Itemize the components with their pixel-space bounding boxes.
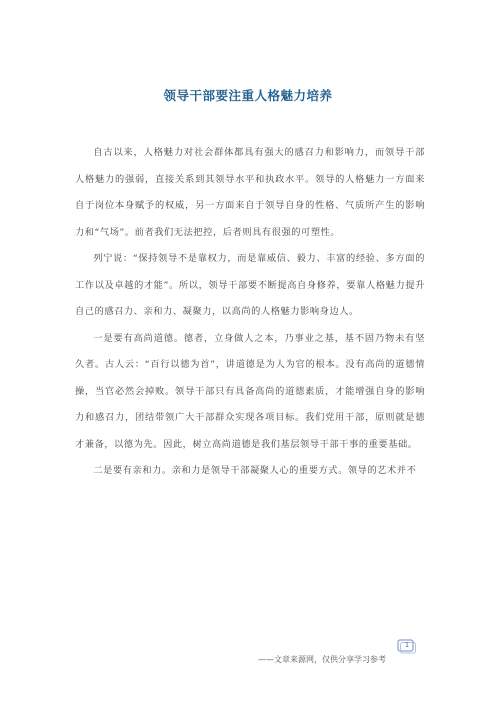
page-number: 1 bbox=[404, 641, 410, 649]
source-note: ——文章来源网，仅供分享学习参考 bbox=[258, 655, 386, 664]
document-title: 领导干部要注重人格魅力培养 bbox=[163, 88, 333, 103]
page-number-badge bbox=[397, 639, 417, 654]
paragraph: 列宁说：“保持领导不是靠权力，而是靠威信、毅力、丰富的经验、多方面的工作以及卓越的才能”。所以，领导干部要不断提高自身修养，要靠人格魅力提升自己的感召力、亲和力、凝聚力，以高尚的人格魅力影响身边人。 bbox=[75, 253, 425, 317]
document-body bbox=[75, 140, 425, 485]
paragraph: 自古以来，人格魅力对社会群体都具有强大的感召力和影响力，而领导干部人格魅力的强弱，直接关系到其领导水平和执政水平。领导的人格魅力一方面来自于岗位本身赋予的权威，另一方面来自于领导自身的性格、气质所产生的影响力和“气场”。前者我们无法把控，后者则具有很强的可塑性。 bbox=[75, 147, 425, 238]
paragraph: 一是要有高尚道德。德者，立身做人之本，乃事业之基，基不固乃物未有坚久者。古人云：“百行以德为首”，讲道德是为人为官的根本。没有高尚的道德情操，当官必然会掉败。领导干部只有具备高尚的道德素质，才能增强自身的影响力和感召力，团结带领广大干部群众实现各项目标。我们党用干部，原则就是德才兼备，以德为先。因此，树立高尚道德是我们基层领导干部干事的重要基础。 bbox=[75, 332, 425, 450]
paragraph: 二是要有亲和力。亲和力是领导干部凝聚人心的重要方式。领导的艺术并不 bbox=[93, 465, 417, 476]
